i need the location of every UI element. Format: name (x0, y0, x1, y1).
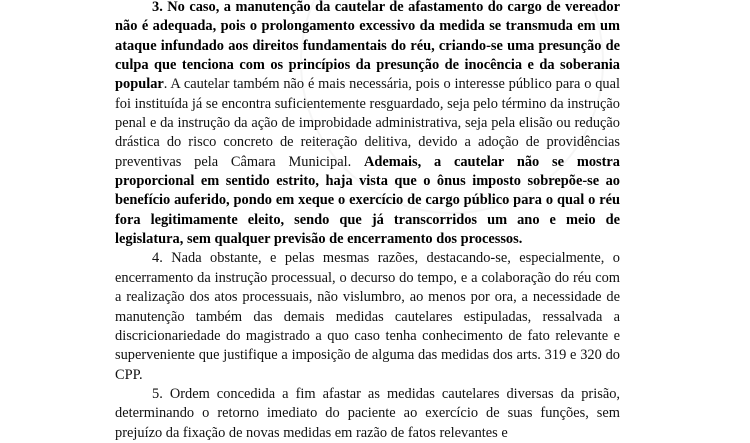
paragraph-3 (115, 0, 620, 249)
paragraph-number: 5. (152, 385, 163, 402)
paragraph-number: 3. (152, 0, 163, 15)
paragraph-number: 4. (152, 250, 163, 267)
paragraph-4 (115, 249, 620, 384)
paragraph-text: Ordem concedida a fim afastar as medidas cautelares diversas da prisão, determinando o retorno imediato do paciente ao exercício de suas funções, sem prejuízo da fixação de novas medidas em razão de fatos relevantes e (115, 385, 620, 441)
paragraph-text-bold: No caso, a manutenção da cautelar de afastamento do cargo de vereador não é adequada, pois o prolongamento excessivo da medida se transmuda em um ataque infundado aos direitos fundamentais do réu, criando-se uma presunção de culpa que tenciona com os princípios da presunção de inocência e da soberania popular (115, 0, 621, 93)
paragraph-text-bold: Ademais, a cautelar não se mostra proporcional em sentido estrito, haja vista que o ônus imposto sobrepõe-se ao benefício auferido, pondo em xeque o exercício de cargo público para o qual o réu fora legitimamente eleito, sendo que já transcorridos um ano e meio de legislatura, sem qualquer previsão de encerramento dos processos. (115, 153, 620, 248)
paragraph-5 (115, 385, 620, 443)
paragraph-text: Nada obstante, e pelas mesmas razões, destacando-se, especialmente, o encerramento da instrução processual, o decurso do tempo, e a colaboração do réu com a realização dos atos processuais, não vislumbro, ao menos por ora, a necessidade de manutenção também das demais medidas cautelares estipuladas, ressalvada a discricionariedade do magistrado a quo caso tenha conhecimento de fato relevante e superveniente que justifique a imposição de alguma das medidas dos arts. 319 e 320 do CPP. (115, 250, 620, 383)
document-body (115, 0, 620, 443)
paragraph-text: . A cautelar também não é mais necessária, pois o interesse público para o qual foi instituída já se encontra suficientemente resguardado, seja pelo término da instrução penal e da instrução da ação de improbidade administrativa, seja pela elisão ou redução drástica do risco concreto de reiteração delitiva, devido a adoção de providências preventivas pela Câmara Municipal. (115, 76, 620, 170)
